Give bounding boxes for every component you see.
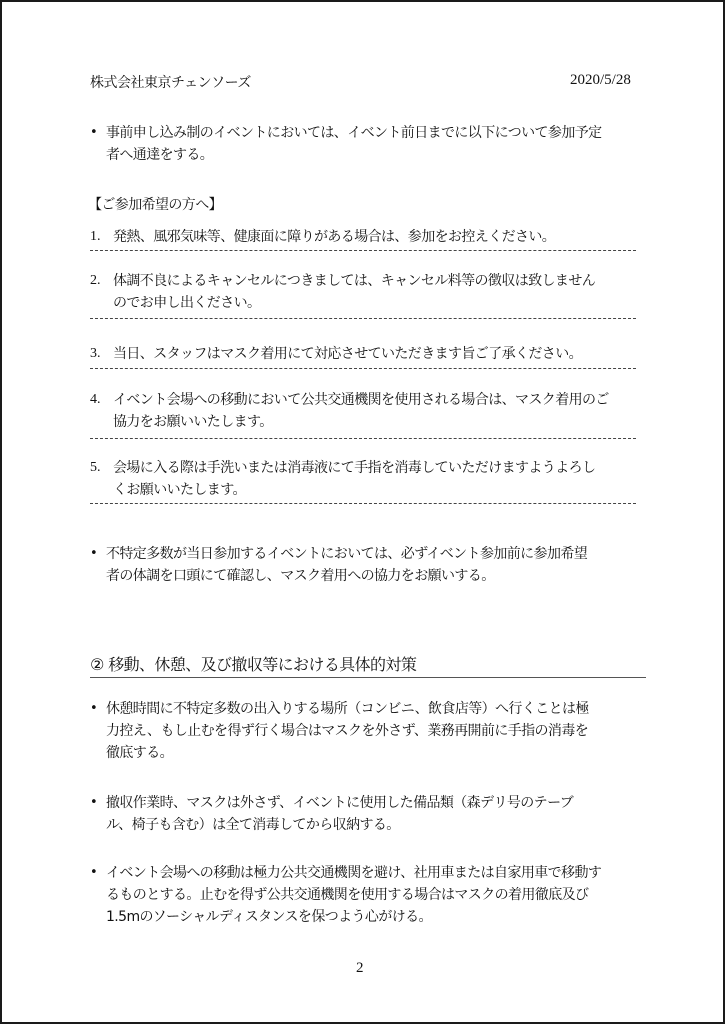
dashed-divider: [90, 503, 636, 504]
participants-label: 【ご参加希望の方へ】: [88, 197, 222, 213]
item-line: イベント会場への移動において公共交通機関を使用される場合は、マスク着用のご: [113, 392, 609, 408]
heading-underline: [90, 677, 646, 678]
bullet-line: 不特定多数が当日参加するイベントにおいては、必ずイベント参加前に参加希望: [106, 546, 588, 562]
bullet-line: 力控え、もし止むを得ず行く場合はマスクを外さず、業務再開前に手指の消毒を: [106, 723, 589, 739]
bullet-marker: •: [90, 125, 98, 140]
item-number: 5.: [90, 460, 101, 475]
bullet-line: ル、椅子も含む）は全て消毒してから収納する。: [106, 817, 400, 833]
numbered-item-2: [90, 270, 650, 314]
dashed-divider: [90, 438, 636, 439]
item-number: 2.: [90, 273, 101, 288]
section2-bullet-1: [90, 698, 650, 764]
bullet-line: 撤収作業時、マスクは外さず、イベントに使用した備品類（森デリ号のテーブ: [106, 795, 574, 811]
numbered-item-5: [90, 457, 650, 501]
numbered-item-4: [90, 389, 650, 433]
section2-bullet-3: [90, 862, 650, 928]
item-number: 3.: [90, 346, 101, 361]
bullet-line: 事前申し込み制のイベントにおいては、イベント前日までに以下について参加予定: [106, 125, 602, 141]
item-number: 4.: [90, 392, 101, 407]
section2-bullet-2: [90, 792, 650, 836]
item-line: 体調不良によるキャンセルにつきましては、キャンセル料等の徴収は致しません: [113, 273, 596, 289]
bullet-line: 1.5mのソーシャルディスタンスを保つよう心がける。: [106, 909, 432, 925]
page-number: 2: [356, 960, 364, 976]
numbered-item-1: [90, 226, 650, 248]
section-heading: ② 移動、休憩、及び撤収等における具体的対策: [90, 655, 417, 674]
intro-bullet: [90, 122, 650, 166]
dashed-divider: [90, 318, 636, 319]
bullet-line: 徹底する。: [106, 745, 173, 761]
document-date: 2020/5/28: [570, 72, 631, 88]
item-line: くお願いいたします。: [113, 482, 246, 498]
dashed-divider: [90, 368, 636, 369]
company-name: 株式会社東京チェンソーズ: [90, 75, 251, 91]
bullet-line: るものとする。止むを得ず公共交通機関を使用する場合はマスクの着用徹底及び: [106, 887, 589, 903]
item-number: 1.: [90, 229, 101, 244]
bullet-line: 者の体調を口頭にて確認し、マスク着用への協力をお願いする。: [106, 568, 495, 584]
bullet-line: 休憩時間に不特定多数の出入りする場所（コンビニ、飲食店等）へ行くことは極: [106, 701, 589, 717]
bullet-marker: •: [90, 865, 98, 880]
item-line: 発熱、風邪気味等、健康面に障りがある場合は、参加をお控えください。: [113, 229, 556, 245]
bullet-marker: •: [90, 701, 98, 716]
bullet-line: イベント会場への移動は極力公共交通機関を避け、社用車または自家用車で移動す: [106, 865, 602, 881]
bullet-line: 者へ通達をする。: [106, 147, 214, 163]
bullet-marker: •: [90, 546, 98, 561]
item-line: 協力をお願いいたします。: [113, 414, 273, 430]
numbered-item-3: [90, 343, 650, 365]
walkin-bullet: [90, 543, 650, 587]
item-line: のでお申し出ください。: [113, 295, 261, 311]
item-line: 当日、スタッフはマスク着用にて対応させていただきます旨ご了承ください。: [113, 346, 582, 362]
item-line: 会場に入る際は手洗いまたは消毒液にて手指を消毒していただけますようよろし: [113, 460, 596, 476]
dashed-divider: [90, 250, 636, 251]
bullet-marker: •: [90, 795, 98, 810]
